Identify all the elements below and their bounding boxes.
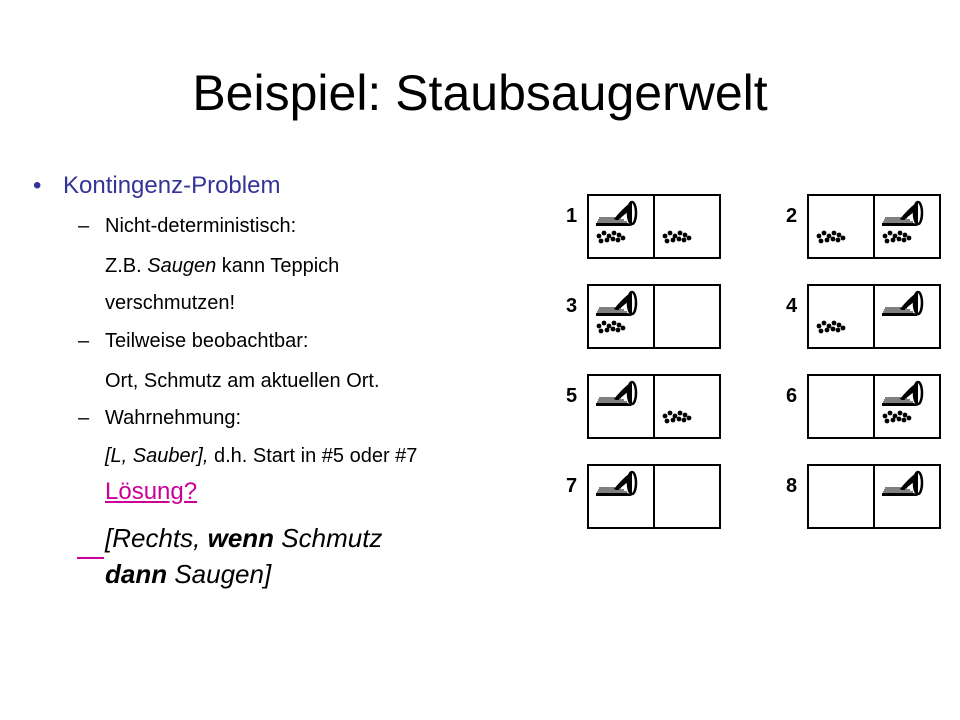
dirt-blob bbox=[611, 327, 616, 332]
dirt-blob bbox=[817, 234, 822, 239]
vacuum-base bbox=[882, 403, 918, 406]
dirt-blob bbox=[902, 418, 907, 423]
dirt-blob bbox=[617, 323, 622, 328]
state-6 bbox=[786, 375, 940, 438]
dirt-blob bbox=[597, 234, 602, 239]
dirt-blob bbox=[599, 329, 604, 334]
state-number: 1 bbox=[566, 205, 578, 227]
vacuum-base bbox=[882, 493, 918, 496]
dirt-blob bbox=[837, 323, 842, 328]
dirt-blob bbox=[678, 231, 683, 236]
dash-marker: – bbox=[78, 215, 90, 237]
dirt-blob bbox=[822, 231, 827, 236]
vacuum-base bbox=[882, 313, 918, 316]
state-number: 8 bbox=[786, 475, 798, 497]
state-number: 5 bbox=[566, 385, 578, 407]
dirt-blob bbox=[683, 413, 688, 418]
dirt-blob bbox=[841, 326, 846, 331]
dirt-blob bbox=[683, 233, 688, 238]
dirt-blob bbox=[898, 411, 903, 416]
dirt-blob bbox=[617, 233, 622, 238]
sub3-label: Wahrnehmung: bbox=[105, 407, 241, 429]
state-number: 3 bbox=[566, 295, 578, 317]
dirt-blob bbox=[837, 233, 842, 238]
state-2 bbox=[786, 195, 940, 258]
dirt-blob bbox=[836, 328, 841, 333]
dirt-blob bbox=[668, 411, 673, 416]
dirt-blob bbox=[602, 231, 607, 236]
dirt-blob bbox=[677, 237, 682, 242]
answer-text-dann: dann bbox=[105, 559, 168, 589]
dirt-blob bbox=[898, 231, 903, 236]
state-1 bbox=[566, 195, 720, 258]
dirt-blob bbox=[825, 328, 830, 333]
dirt-blob bbox=[671, 418, 676, 423]
sub3-text-b: d.h. Start in #5 oder #7 bbox=[208, 445, 418, 467]
sub1-text-saugen: Saugen bbox=[147, 255, 217, 277]
dirt-blob bbox=[612, 231, 617, 236]
state-7 bbox=[566, 465, 720, 528]
dirt-blob bbox=[831, 237, 836, 242]
dirt-blob bbox=[883, 234, 888, 239]
bullet-kontingenz: Kontingenz-Problem bbox=[63, 172, 281, 199]
dirt-blob bbox=[665, 419, 670, 424]
dirt-blob bbox=[663, 234, 668, 239]
bullet-marker: • bbox=[33, 172, 42, 199]
dirt-blob bbox=[682, 238, 687, 243]
dirt-blob bbox=[902, 238, 907, 243]
state-4 bbox=[786, 285, 940, 348]
sub3-text-perception: [L, Sauber], bbox=[105, 445, 209, 467]
dirt-blob bbox=[883, 414, 888, 419]
dirt-blob bbox=[605, 238, 610, 243]
dirt-blob bbox=[841, 236, 846, 241]
state-number: 7 bbox=[566, 475, 578, 497]
dirt-blob bbox=[671, 238, 676, 243]
dirt-blob bbox=[668, 231, 673, 236]
dirt-blob bbox=[611, 237, 616, 242]
answer-text-a: [Rechts, bbox=[105, 523, 208, 553]
dirt-blob bbox=[903, 413, 908, 418]
dirt-blob bbox=[663, 414, 668, 419]
vacuum-base bbox=[596, 403, 632, 406]
dirt-blob bbox=[597, 324, 602, 329]
dirt-blob bbox=[678, 411, 683, 416]
dirt-blob bbox=[599, 239, 604, 244]
dirt-blob bbox=[832, 321, 837, 326]
dirt-blob bbox=[621, 236, 626, 241]
dirt-blob bbox=[897, 237, 902, 242]
dirt-blob bbox=[682, 418, 687, 423]
dirt-blob bbox=[822, 321, 827, 326]
dirt-blob bbox=[888, 411, 893, 416]
dirt-blob bbox=[687, 416, 692, 421]
vacuum-base bbox=[596, 223, 632, 226]
dirt-blob bbox=[903, 233, 908, 238]
dirt-blob bbox=[616, 328, 621, 333]
dirt-blob bbox=[616, 238, 621, 243]
state-number: 6 bbox=[786, 385, 798, 407]
sub1-text-a: Z.B. bbox=[105, 255, 148, 277]
dirt-blob bbox=[665, 239, 670, 244]
sub1-text-c: kann Teppich bbox=[216, 255, 340, 277]
vacuum-base bbox=[596, 493, 632, 496]
state-3 bbox=[566, 285, 720, 348]
dash-marker: – bbox=[78, 407, 90, 429]
dirt-blob bbox=[888, 231, 893, 236]
state-number: 4 bbox=[786, 295, 798, 317]
dash-marker: – bbox=[78, 330, 90, 352]
dirt-blob bbox=[907, 416, 912, 421]
dirt-blob bbox=[819, 239, 824, 244]
vacuum-base bbox=[596, 313, 632, 316]
state-5 bbox=[566, 375, 720, 438]
dirt-blob bbox=[602, 321, 607, 326]
dirt-blob bbox=[885, 239, 890, 244]
dirt-blob bbox=[891, 418, 896, 423]
dirt-blob bbox=[819, 329, 824, 334]
dirt-blob bbox=[836, 238, 841, 243]
answer-text-c: Schmutz bbox=[274, 523, 383, 553]
dirt-blob bbox=[831, 327, 836, 332]
vacuum-base bbox=[882, 223, 918, 226]
dirt-blob bbox=[825, 238, 830, 243]
sub1-label: Nicht-deterministisch: bbox=[105, 215, 297, 237]
dirt-blob bbox=[612, 321, 617, 326]
dirt-blob bbox=[891, 238, 896, 243]
dirt-blob bbox=[897, 417, 902, 422]
dirt-blob bbox=[687, 236, 692, 241]
answer-text-wenn: wenn bbox=[207, 523, 275, 553]
sub2-line2: Ort, Schmutz am aktuellen Ort. bbox=[105, 370, 380, 392]
state-number: 2 bbox=[786, 205, 798, 227]
dirt-blob bbox=[621, 326, 626, 331]
solution-link[interactable]: Lösung? bbox=[105, 478, 198, 505]
state-8 bbox=[786, 465, 940, 528]
dirt-blob bbox=[885, 419, 890, 424]
answer-text-e: Saugen] bbox=[167, 559, 272, 589]
dirt-blob bbox=[907, 236, 912, 241]
sub1-line3: verschmutzen! bbox=[105, 292, 236, 314]
dirt-blob bbox=[832, 231, 837, 236]
dirt-blob bbox=[817, 324, 822, 329]
sub2-label: Teilweise beobachtbar: bbox=[105, 330, 309, 352]
dirt-blob bbox=[605, 328, 610, 333]
slide-title: Beispiel: Staubsaugerwelt bbox=[192, 65, 768, 121]
dirt-blob bbox=[677, 417, 682, 422]
